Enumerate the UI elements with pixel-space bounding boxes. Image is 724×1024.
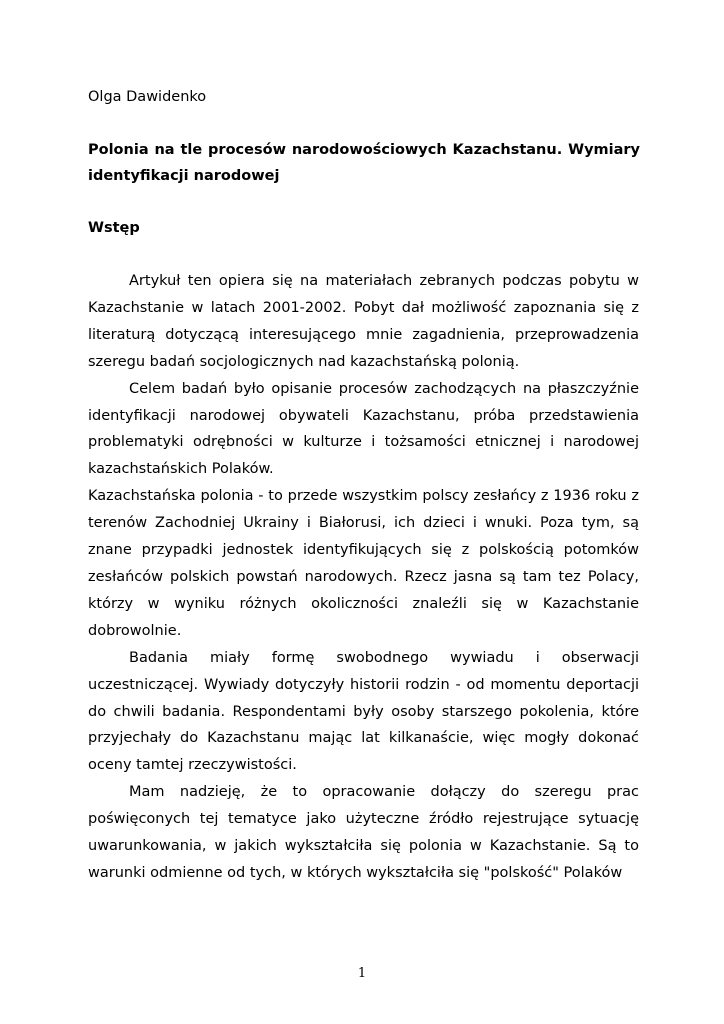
document-title: Polonia na tle procesów narodowościowych Kazachstanu. Wymiary identyfikacji narodowej: [88, 142, 640, 184]
body-text: [88, 268, 639, 887]
page-number: 1: [357, 966, 367, 981]
paragraph: Badania miały formę swobodnego wywiadu i obserwacji uczestniczącej. Wywiady dotyczyły historii rodzin - od momentu deportacji do chwili badania. Respondentami były osoby starszego pokolenia, które przyjechały do Kazachstanu mając lat kilkanaście, więc mogły dokonać oceny tamtej rzeczywistości.: [88, 649, 639, 774]
paragraph: Artykuł ten opiera się na materiałach zebranych podczas pobytu w Kazachstanie w latach 2001-2002. Pobyt dał możliwość zapoznania się z literaturą dotyczącą interesującego mnie zagadnienia, przeprowadzenia szeregu badań socjologicznych nad kazachstańską polonią.: [88, 273, 639, 370]
paragraph: Celem badań było opisanie procesów zachodzących na płaszczyźnie identyfikacji narodowej obywateli Kazachstanu, próba przedstawienia problematyki odrębności w kulturze i tożsamości etnicznej i narodowej kazachstańskich Polaków.: [88, 380, 639, 478]
section-heading: Wstęp: [88, 220, 140, 236]
paragraph: Kazachstańska polonia - to przede wszystkim polscy zesłańcy z 1936 roku z terenów Zachodniej Ukrainy i Białorusi, ich dzieci i wnuki. Poza tym, są znane przypadki jednostek identyfikujących się z polskością potomków zesłańców polskich powstań narodowych. Rzecz jasna są tam tez Polacy, którzy w wyniku różnych okoliczności znaleźli się w Kazachstanie dobrowolnie.: [88, 488, 639, 639]
paragraph: Mam nadzieję, że to opracowanie dołączy do szeregu prac poświęconych tej tematyce jako użyteczne źródło rejestrujące sytuację uwarunkowania, w jakich wykształciła się polonia w Kazachstanie. Są to warunki odmienne od tych, w których wykształciła się "polskość" Polaków: [88, 784, 639, 881]
author-name: Olga Dawidenko: [88, 89, 207, 105]
